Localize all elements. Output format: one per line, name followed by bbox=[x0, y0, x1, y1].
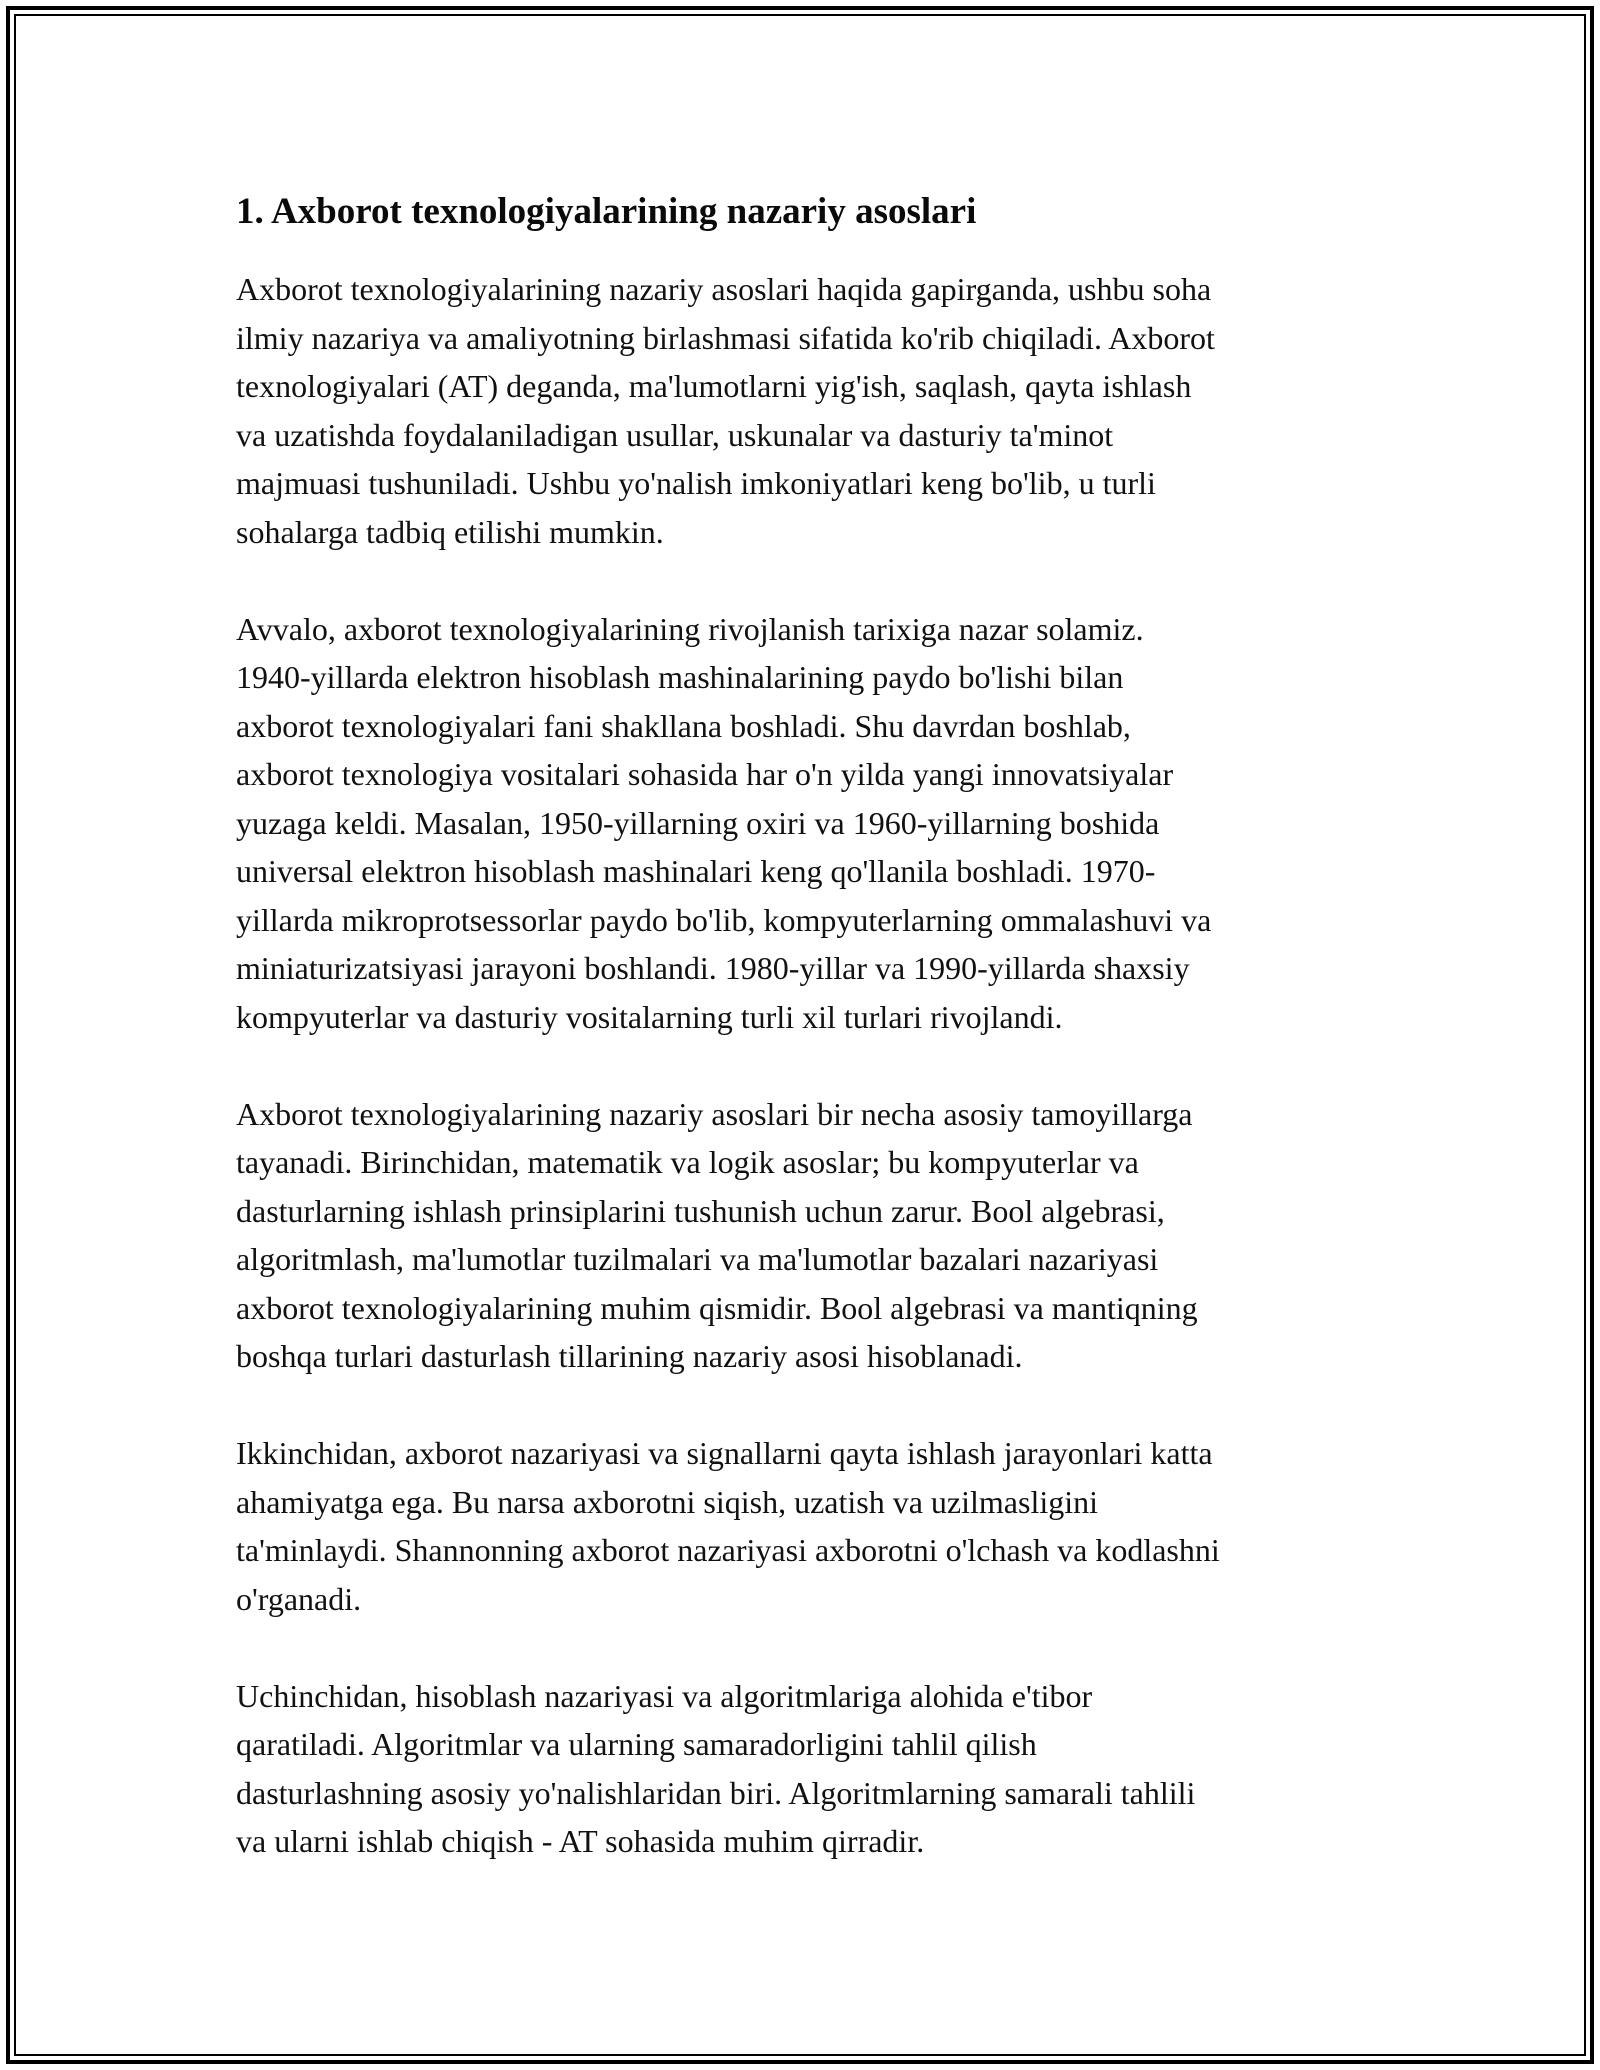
paragraph-line: boshqa turlari dasturlash tillarining nazariy asosi hisoblanadi. bbox=[236, 1338, 1023, 1374]
paragraph-line: sohalarga tadbiq etilishi mumkin. bbox=[236, 513, 664, 550]
paragraph-line: dasturlashning asosiy yo'nalishlaridan biri. Algoritmlarning samarali tahlili bbox=[236, 1774, 1196, 1811]
paragraph-line: tayanadi. Birinchidan, matematik va logik asoslar; bu kompyuterlar va bbox=[236, 1144, 1139, 1180]
paragraph-line: yuzaga keldi. Masalan, 1950-yillarning oxiri va 1960-yillarning boshida bbox=[236, 804, 1160, 841]
paragraph-line: axborot texnologiya vositalari sohasida har o'n yilda yangi innovatsiyalar bbox=[236, 756, 1174, 792]
paragraph-line: Axborot texnologiyalarining nazariy asoslari bir necha asosiy tamoyillarga bbox=[236, 1095, 1193, 1132]
paragraph-1 bbox=[236, 265, 1371, 556]
paragraph-line: majmuasi tushuniladi. Ushbu yo'nalish imkoniyatlari keng bo'lib, u turli bbox=[236, 465, 1156, 501]
paragraph-line: Avvalo, axborot texnologiyalarining rivojlanish tarixiga nazar solamiz. bbox=[236, 610, 1144, 647]
paragraph-line: o'rganadi. bbox=[236, 1580, 362, 1617]
paragraph-line: universal elektron hisoblash mashinalari keng qo'llanila boshladi. 1970- bbox=[236, 853, 1156, 889]
paragraph-line: Uchinchidan, hisoblash nazariyasi va algoritmlariga alohida e'tibor bbox=[236, 1677, 1093, 1714]
paragraph-2 bbox=[236, 605, 1371, 1042]
paragraph-line: algoritmlash, ma'lumotlar tuzilmalari va ma'lumotlar bazalari nazariyasi bbox=[236, 1241, 1159, 1277]
paragraph-line: ahamiyatga ega. Bu narsa axborotni siqish, uzatish va uzilmasligini bbox=[236, 1483, 1099, 1520]
paragraph-4 bbox=[236, 1429, 1371, 1623]
paragraph-line: Ikkinchidan, axborot nazariyasi va signallarni qayta ishlash jarayonlari katta bbox=[236, 1435, 1213, 1471]
paragraph-line: kompyuterlar va dasturiy vositalarning turli xil turlari rivojlandi. bbox=[236, 998, 1063, 1035]
paragraph-line: axborot texnologiyalari fani shakllana boshladi. Shu davrdan boshlab, bbox=[236, 707, 1131, 744]
document-body bbox=[236, 186, 1371, 1914]
paragraph-line: ilmiy nazariya va amaliyotning birlashmasi sifatida ko'rib chiqiladi. Axborot bbox=[236, 319, 1215, 356]
paragraph-line: dasturlarning ishlash prinsiplarini tushunish uchun zarur. Bool algebrasi, bbox=[236, 1192, 1165, 1229]
paragraph-line: yillarda mikroprotsessorlar paydo bo'lib, kompyuterlarning ommalashuvi va bbox=[236, 901, 1212, 938]
paragraph-line: Axborot texnologiyalarining nazariy asoslari haqida gapirganda, ushbu soha bbox=[236, 271, 1212, 307]
paragraph-line: qaratiladi. Algoritmlar va ularning samaradorligini tahlil qilish bbox=[236, 1726, 1037, 1762]
paragraph-line: miniaturizatsiyasi jarayoni boshlandi. 1980-yillar va 1990-yillarda shaxsiy bbox=[236, 950, 1190, 986]
paragraph-line: axborot texnologiyalarining muhim qismidir. Bool algebrasi va mantiqning bbox=[236, 1289, 1198, 1326]
paragraph-line: va uzatishda foydalaniladigan usullar, uskunalar va dasturiy ta'minot bbox=[236, 416, 1114, 453]
paragraph-line: texnologiyalari (AT) deganda, ma'lumotlarni yig'ish, saqlash, qayta ishlash bbox=[236, 368, 1192, 404]
paragraph-line: va ularni ishlab chiqish - AT sohasida muhim qirradir. bbox=[236, 1823, 925, 1859]
section-heading: 1. Axborot texnologiyalarining nazariy asoslari bbox=[236, 191, 977, 232]
paragraph-line: ta'minlaydi. Shannonning axborot nazariyasi axborotni o'lchash va kodlashni bbox=[236, 1532, 1220, 1568]
paragraph-5 bbox=[236, 1672, 1371, 1866]
paragraph-3 bbox=[236, 1090, 1371, 1381]
paragraph-line: 1940-yillarda elektron hisoblash mashinalarining paydo bo'lishi bilan bbox=[236, 659, 1124, 695]
paragraph-list bbox=[236, 265, 1371, 1866]
